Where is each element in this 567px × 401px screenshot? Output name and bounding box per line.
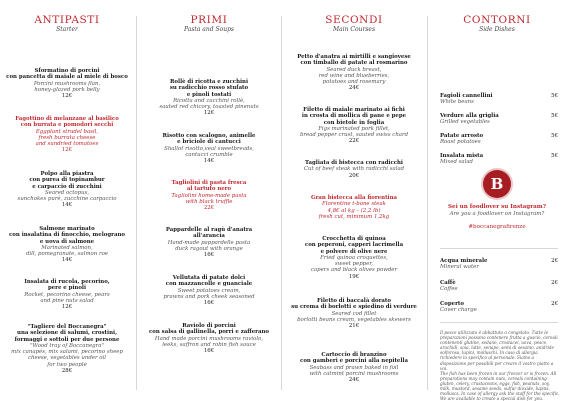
dish-name: "Tagliere del Boccanegra" una selezione di salumi, crostini, formaggi e sottoli per due persone	[14, 324, 120, 343]
instagram-promo	[430, 170, 564, 231]
antipasti-header	[2, 14, 132, 34]
dish-item	[284, 107, 424, 145]
dish-item	[284, 298, 424, 329]
dish-english: Seared octopus, sunchokes purè, zucchine carpaccio	[17, 189, 117, 203]
dish-name: Crocchetta di quinoa con peperoni, capperi lacrimella e polvere di olive nere	[304, 236, 404, 255]
divider	[440, 322, 558, 323]
secondi-header	[284, 14, 424, 34]
dish-name: Tagliata di bistecca con radicchi	[305, 160, 403, 166]
dish-english: Seared cod fillet borlotti beans cream, vegetables skewers	[297, 310, 411, 323]
dish-name: Verdure alla griglia	[440, 113, 499, 119]
section-title: SECONDI	[325, 14, 383, 26]
dish-english: "Wood tray of Boccanegra" mix canapés, mix salami, pecorino sheep cheese, vegetables under oil for two people	[11, 342, 123, 368]
dish-name: Fagioli cannellini	[440, 93, 493, 99]
dish-item	[140, 323, 278, 354]
drink-price: 2€	[551, 301, 558, 307]
dish-english: Grilled vegetables	[440, 119, 490, 126]
dish-english: Roast potatoes	[440, 139, 481, 146]
dish-english: Fried quinoa croquettes, sweet pepper, capers and black olives powder	[310, 254, 398, 274]
dish-item-featured	[284, 195, 424, 220]
dish-name: Cartoccio di branzino con gamberi e porcini alla nepitella	[300, 352, 408, 365]
dish-english: Shallot risotto,veal sweetbreads, cantucci crumble	[164, 145, 254, 158]
dish-price: 12€	[61, 93, 73, 100]
drink-item	[440, 301, 558, 314]
dish-english: Rocket, pecorino cheese, pears and pine nuts salad	[24, 291, 110, 304]
dish-price: 5€	[551, 153, 558, 159]
dish-english: Tagliolini home-made pasta with black truffle	[171, 192, 247, 205]
allergen-note: Il pesce utilizzato è abbattuto o congelato. Tutte le preparazioni possono contenere frutta a guscio, cereali contenenti glutine, sedano, crostacei, uova, pesce, arachidi, soia, latte, senape, semi di sesamo, anidride solforosa, lupini, molluschi. In caso di allergia richiedere lo specifico al personale. Siamo a disposizione per possibili per creare il vostro piatto a voi. The fish has been frozen in our freezer or is frozen. All preparations may contain nuts, cereals containing gluten, celery, crustaceans, eggs, fish, peanuts, soy, milk, mustard, sesame seeds, sulfur dioxide, lupins, molluscs. In case of allergy ask the staff for the specific. We are available to create a special dish for you.	[440, 330, 560, 401]
dish-item	[140, 227, 278, 258]
dish-item	[2, 68, 132, 99]
side-dish-item	[440, 93, 558, 106]
promo-question: Sei un foodlover su Instagram?	[448, 204, 546, 210]
promo-question-english: Are you a foodlover on Instagram?	[449, 211, 545, 217]
dish-name: Tagliolini di pasta fresca al tartufo nero	[171, 180, 247, 193]
dish-name: Raviolo di porcini con salsa di gallinella, porri e zafferano	[149, 323, 269, 336]
dish-name: Sformatino di porcini con pancetta di maiale al miele di bosco	[6, 68, 128, 81]
dish-price: 16€	[203, 252, 215, 259]
dish-price: 21€	[348, 323, 360, 330]
drink-item	[440, 280, 558, 293]
dish-english: Mixed salad	[440, 159, 474, 166]
dish-price: 20€	[348, 172, 360, 179]
dish-name: Risotto con scalogno, animelle e briciole di cantucci	[162, 133, 256, 146]
dish-english: Eggplant strudel basil, fresh burrata cheese and sundried tomatoes	[35, 128, 99, 148]
dish-price: 22€	[348, 138, 360, 145]
section-subtitle: Main Courses	[332, 26, 376, 33]
dish-price: 24€	[348, 85, 360, 92]
dish-item	[140, 133, 278, 164]
column-divider	[136, 16, 137, 390]
dish-name: Filetto di maiale marinato ai fichi in crosta di mollica di pane e pepe con bietole in foglia	[301, 107, 407, 126]
dish-item	[2, 279, 132, 310]
dish-english: Seared duck breast, red wine and blueberries, potatoes and rosemary	[318, 66, 390, 86]
dish-price: 14€	[61, 202, 73, 209]
side-dish-item	[440, 133, 558, 146]
drink-item	[440, 258, 558, 271]
dish-item	[2, 226, 132, 264]
dish-price: 28€	[61, 368, 73, 375]
section-title: PRIMI	[190, 14, 228, 26]
drink-english: Mineral water	[440, 264, 479, 271]
primi-header	[140, 14, 278, 34]
dish-english: Figs marinated pork fillet, bread pepper crust, sauted swiss chard	[299, 125, 409, 139]
divider	[440, 248, 558, 249]
section-subtitle: Side Dishes	[479, 26, 515, 33]
drink-english: Coffee	[440, 286, 458, 293]
dish-name: Insalata mista	[440, 153, 484, 159]
section-title: CONTORNI	[463, 14, 531, 26]
dish-english: Marinated salmon, dill, pomegranate, salmon roe	[25, 244, 109, 258]
dish-name: Rollè di ricotta e zucchini su radicchio rosso stufato e pinoli tostati	[169, 79, 249, 98]
dish-english: Seabass and prawn baked in foil with catmint porcini mushrooms	[309, 364, 399, 377]
section-title: ANTIPASTI	[34, 14, 100, 26]
dish-price: 12€	[61, 304, 73, 311]
drink-english: Cover charge	[440, 307, 477, 314]
dish-english: Hand-made pappardelle pasta duck ragout with orange	[167, 239, 251, 252]
dish-english: Cut of beef steak with radicchi salad	[303, 166, 405, 173]
section-subtitle: Pasta and Soups	[183, 26, 234, 33]
side-dish-item	[440, 113, 558, 126]
contorni-header	[430, 14, 564, 34]
dish-name: Patate arrosto	[440, 133, 484, 139]
dish-price: 22€	[203, 205, 215, 212]
dish-price: 14€	[61, 257, 73, 264]
dish-name: Gran bistecca alla fiorentina	[310, 195, 398, 201]
drink-price: 2€	[551, 258, 558, 264]
dish-name: Fagottino di melanzane al basilico con burrata e pomodori secchi	[15, 116, 119, 129]
dish-name: Polpo alla piastra con purea di topinambur e carpaccio di zucchini	[29, 171, 105, 190]
dish-item	[284, 160, 424, 179]
side-dish-item	[440, 153, 558, 166]
dish-english: Hand made porcini mushrooms raviolo, leeks, saffron and robin fish sauce	[154, 335, 264, 348]
dish-english: Ricotta and zucchini rollè, sauted red chicory, toasted pinenuts	[159, 97, 259, 111]
dish-name: Salmone marinato con insalatina di finocchio, melograno e uova di salmone	[9, 226, 125, 245]
logo-letter: B	[490, 175, 504, 193]
dish-item	[284, 236, 424, 280]
dish-item	[284, 54, 424, 92]
dish-price: 16€	[203, 300, 215, 307]
drink-price: 2€	[551, 280, 558, 286]
dish-price: 24€	[348, 377, 360, 384]
dish-price: 12€	[203, 110, 215, 117]
dish-name: Vellutata di patate dolci con mazzancolle e guanciale	[165, 275, 253, 288]
dish-english: White beans	[440, 99, 474, 106]
dish-price: 16€	[203, 348, 215, 355]
dish-item-featured	[140, 180, 278, 211]
dish-price: 14€	[203, 158, 215, 165]
drink-name: Caffè	[440, 280, 456, 286]
dish-price: 19€	[348, 273, 360, 280]
dish-name: Petto d'anatra ai mirtilli e sangiovese con timballo di patate al rosmarino	[297, 54, 411, 67]
instagram-hashtag: #boccanegrafirenze	[468, 223, 526, 230]
dish-item	[284, 352, 424, 383]
dish-name: Pappardelle al ragù d'anatra all'arancia	[165, 227, 253, 240]
dish-english: Florentine t-bone steak 4,8€ al kg – (2,2 lb) fresh cut, minimum 1,2kg	[318, 201, 390, 220]
section-subtitle: Starter	[56, 26, 78, 33]
dish-price: 5€	[551, 113, 558, 119]
column-divider	[427, 16, 428, 390]
column-divider	[281, 16, 282, 390]
dish-item	[2, 324, 132, 374]
drink-name: Acqua minerale	[440, 258, 488, 264]
dish-name: Filetto di baccalà dorato su crema di borlotti e spiedino di verdure	[291, 298, 417, 311]
dish-english: Porcini mushrooms flan, honey-glazed pork belly	[33, 80, 101, 93]
boccanegra-logo-icon	[483, 170, 511, 198]
dish-item	[140, 275, 278, 306]
dish-item	[140, 79, 278, 117]
dish-english: Sweet potatoes cream, prawns and pork cheek seasoned	[163, 287, 255, 300]
drink-name: Coperto	[440, 301, 465, 307]
dish-price: 12€	[61, 147, 73, 154]
dish-price: 5€	[551, 93, 558, 99]
dish-name: Insalata di rucola, pecorino, pere e pinoli	[24, 279, 110, 292]
dish-item-featured	[2, 116, 132, 154]
dish-item	[2, 171, 132, 209]
dish-price: 5€	[551, 133, 558, 139]
